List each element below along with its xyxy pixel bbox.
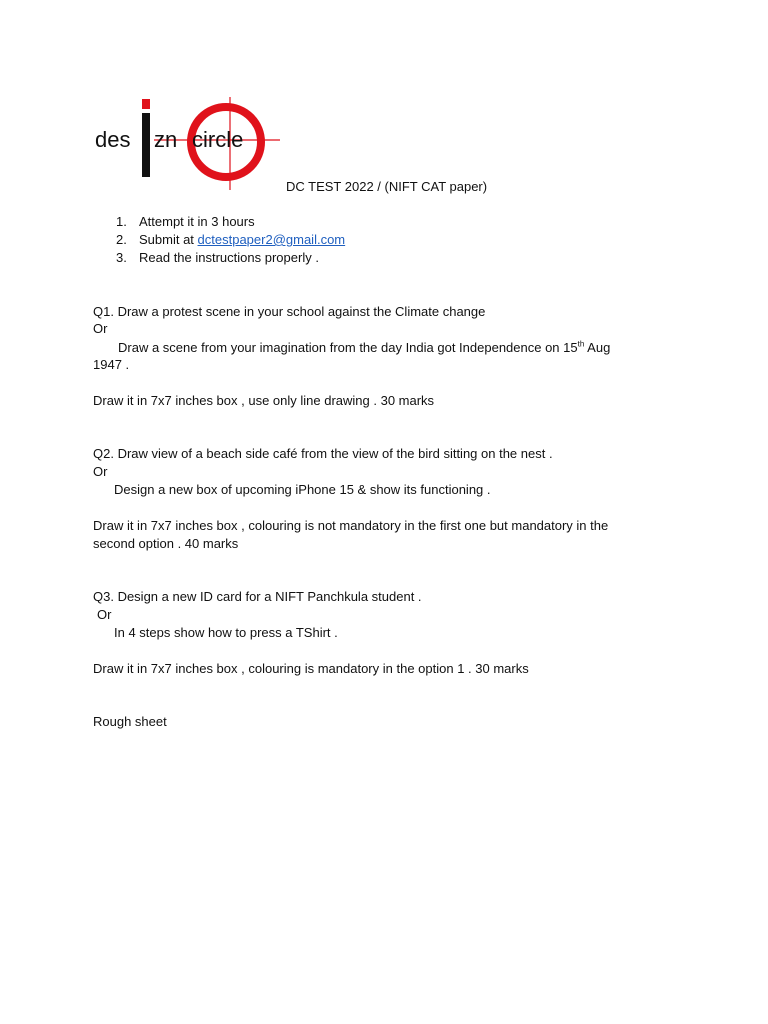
svg-text:zn: zn [154,127,178,152]
ordinal-superscript: th [577,339,585,349]
question-2: Q2. Draw view of a beach side café from the view of the bird sitting on the nest . [93,446,553,461]
question-3-alternative: In 4 steps show how to press a TShirt . [114,625,338,640]
alt-text-end: Aug [584,340,611,355]
submit-email-link[interactable]: dctestpaper2@gmail.com [197,232,346,247]
question-2-or: Or [93,464,108,479]
page-title: DC TEST 2022 / (NIFT CAT paper) [286,179,488,194]
list-item [116,213,345,231]
list-number: 3. [116,250,127,265]
list-number: 1. [116,214,127,229]
instruction-text: Submit at [139,232,198,247]
question-3-or: Or [97,607,112,622]
list-item [116,249,345,267]
question-1: Q1. Draw a protest scene in your school against the Climate change [93,304,486,319]
rough-sheet-label: Rough sheet [93,714,167,729]
instructions-list [116,213,345,267]
question-2-alternative: Design a new box of upcoming iPhone 15 & show its functioning . [114,482,491,497]
svg-text:des: des [95,127,131,152]
question-1-or: Or [93,321,108,336]
list-item [116,231,345,249]
instruction-text: Attempt it in 3 hours [139,214,255,229]
question-1-note: Draw it in 7x7 inches box , use only line drawing . 30 marks [93,393,435,408]
list-number: 2. [116,232,127,247]
question-3-note: Draw it in 7x7 inches box , colouring is mandatory in the option 1 . 30 marks [93,661,529,676]
question-2-note: Draw it in 7x7 inches box , colouring is not mandatory in the first one but mandatory in the [93,518,609,533]
instruction-text: Read the instructions properly . [139,250,319,265]
question-1-alternative [118,339,610,357]
svg-text:circle: circle [192,127,244,152]
question-3: Q3. Design a new ID card for a NIFT Panchkula student . [93,589,422,604]
question-2-note-cont: second option . 40 marks [93,536,239,551]
design-circle-logo [94,97,284,192]
alt-text: Draw a scene from your imagination from the day India got Independence on 15 [118,340,578,355]
question-1-alternative-cont: 1947 . [93,357,130,372]
